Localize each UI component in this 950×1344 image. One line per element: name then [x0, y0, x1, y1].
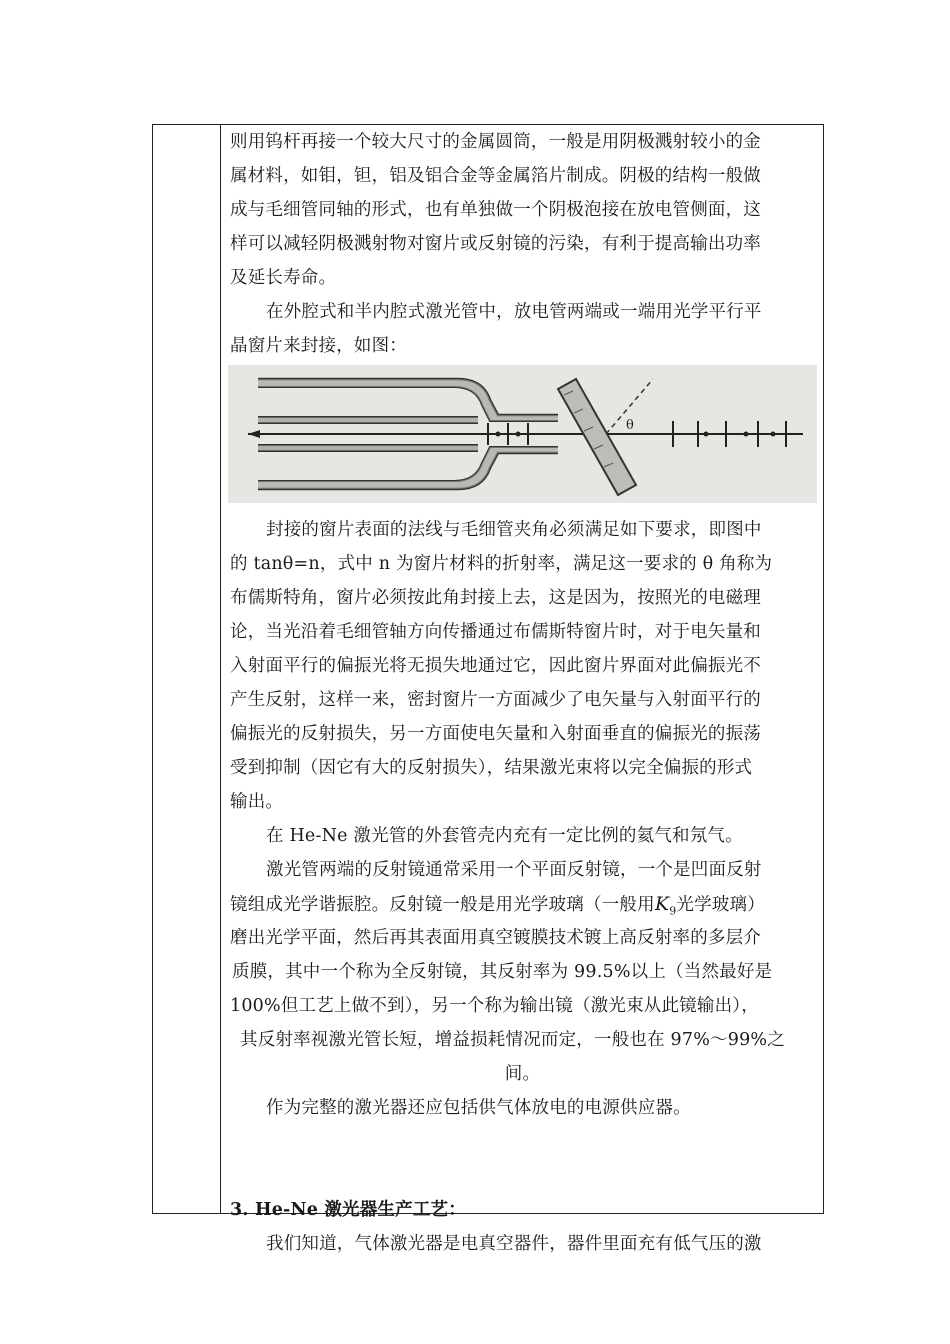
k9-symbol: K	[654, 893, 670, 915]
text-line: 质膜，其中一个称为全反射镜，其反射率为 99.5%以上（当然最好是	[232, 962, 773, 982]
text-fragment: 光学玻璃）	[676, 895, 765, 915]
text-line: 论，当光沿着毛细管轴方向传播通过布儒斯特窗片时，对于电矢量和	[230, 622, 761, 642]
theta-label: θ	[626, 418, 634, 433]
text-line: 磨出光学平面，然后再其表面用真空镀膜技术镀上高反射率的多层介	[230, 928, 761, 948]
text-line: 偏振光的反射损失，另一方面使电矢量和入射面垂直的偏振光的振荡	[230, 724, 761, 744]
text-line: 属材料，如钼，钽，铝及铝合金等金属箔片制成。阴极的结构一般做	[230, 166, 761, 186]
text-fragment: 镜组成光学谐振腔。反射镜一般是用光学玻璃（一般用	[230, 895, 655, 915]
text-line: 封接的窗片表面的法线与毛细管夹角必须满足如下要求，即图中	[266, 520, 762, 540]
table-right-column	[221, 125, 823, 1254]
text-line: 间。	[504, 1064, 541, 1084]
text-line	[230, 887, 815, 921]
text-line: 晶窗片来封接，如图：	[230, 336, 407, 356]
text-line: 及延长寿命。	[230, 268, 337, 288]
k9-subscript: 9	[669, 904, 677, 918]
text-line: 激光管两端的反射镜通常采用一个平面反射镜，一个是凹面反射	[266, 860, 762, 880]
table-left-column	[153, 125, 221, 1213]
text-line: 在外腔式和半内腔式激光管中，放电管两端或一端用光学平行平	[266, 302, 762, 322]
text-line: 成与毛细管同轴的形式，也有单独做一个阴极泡接在放电管侧面，这	[230, 200, 761, 220]
text-line: 的 tanθ=n，式中 n 为窗片材料的折射率，满足这一要求的 θ 角称为	[230, 554, 773, 574]
text-line: 样可以减轻阴极溅射物对窗片或反射镜的污染，有利于提高输出功率	[230, 234, 761, 254]
section-heading: 3. He-Ne 激光器生产工艺：	[230, 1200, 466, 1220]
text-line: 输出。	[230, 792, 284, 812]
text-line: 100%但工艺上做不到），另一个称为输出镜（激光束从此镜输出），	[230, 996, 759, 1016]
text-line: 我们知道，气体激光器是电真空器件，器件里面充有低气压的激	[266, 1234, 762, 1254]
text-line: 其反射率视激光管长短，增益损耗情况而定，一般也在 97%～99%之	[240, 1030, 785, 1050]
text-line: 入射面平行的偏振光将无损失地通过它，因此窗片界面对此偏振光不	[230, 656, 761, 676]
text-line: 在 He-Ne 激光管的外套管壳内充有一定比例的氦气和氖气。	[266, 826, 743, 846]
laser-tube-diagram	[228, 365, 817, 503]
text-line: 则用钨杆再接一个较大尺寸的金属圆筒，一般是用阴极溅射较小的金	[230, 132, 761, 152]
text-line: 产生反射，这样一来，密封窗片一方面减少了电矢量与入射面平行的	[230, 690, 761, 710]
content-table	[152, 124, 824, 1254]
brewster-window-figure	[228, 365, 817, 503]
text-line: 作为完整的激光器还应包括供气体放电的电源供应器。	[266, 1098, 691, 1118]
text-line: 受到抑制（因它有大的反射损失），结果激光束将以完全偏振的形式	[230, 758, 753, 778]
text-line: 布儒斯特角，窗片必须按此角封接上去，这是因为，按照光的电磁理	[230, 588, 761, 608]
